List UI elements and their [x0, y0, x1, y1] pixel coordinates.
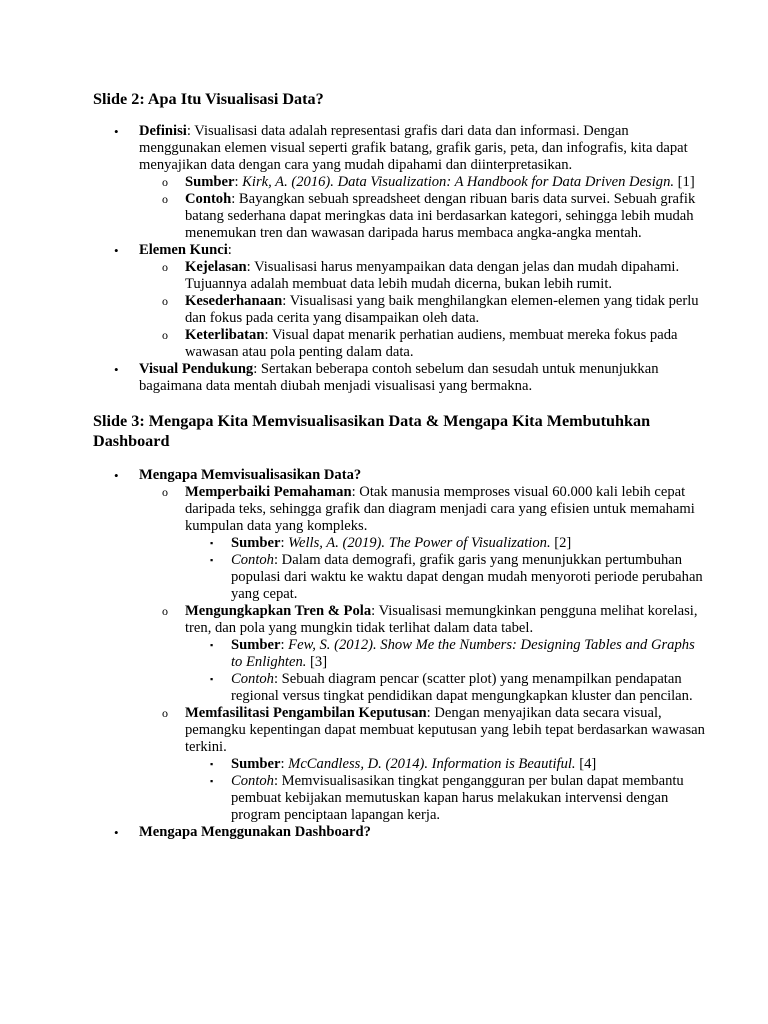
circle-bullet-icon: o: [162, 328, 168, 342]
slide2-heading: Slide 2: Apa Itu Visualisasi Data?: [93, 90, 324, 108]
tren-sublist: [185, 637, 708, 705]
list-item-contoh: ▪ Contoh: Dalam data demografi, grafik garis yang menunjukkan pertumbuhan populasi dari waktu ke waktu dapat dengan mudah menyoroti periode perubahan yang cepat.: [210, 552, 703, 602]
list-item-kejelasan: o Kejelasan: Visualisasi harus menyampaikan data dengan jelas dan mudah dipahami. Tujuannya adalah membuat data lebih mudah dicerna, bukan lebih rumit.: [162, 259, 680, 292]
bullet-icon: •: [114, 362, 119, 377]
list-item-mengapa-visualisasi: • Mengapa Memvisualisasikan Data? o Memperbaiki Pemahaman: Otak manusia memproses visual 60.000 kali lebih cepat daripada teks, sehingga grafik dan diagram menjadi cara yang efisien untuk memahami kumpulan data yang kompleks. ▪ Sumber: Wells, A. (2019). The Power of Visualization. [2] ▪ Contoh: Dalam data demografi, grafik garis yang menunjukkan pertumbuhan populasi dari waktu ke waktu dapat dengan mudah menyoroti periode perubahan yang cepat. o Mengungkapkan Tren & Pola: Visualisasi memungkinkan pengguna melihat korelasi, tren, dan pola yang mungkin tidak terlihat dalam data tabel. ▪ Sumber: Few, S. (2012). Show Me the Numbers: Designing Tables and Graphs to Enlighten. [3] ▪ Contoh: Sebuah diagram pencar (scatter plot) yang menampilkan pendapatan regional versus tingkat pendidikan dapat mengungkapkan kluster dan pencilan. o Memfasilitasi Pengambilan Keputusan: Dengan menyajikan data secara visual, pemangku kepentingan dapat membuat keputusan yang lebih tepat berdasarkan wawasan terkini. ▪ Sumber: McCandless, D. (2014). Information is Beautiful. [4] ▪ Contoh: Memvisualisasikan tingkat pengangguran per bulan dapat membantu pembuat kebijakan memutuskan kapan harus melakukan intervensi dengan program penciptaan lapangan kerja.: [93, 467, 708, 824]
square-bullet-icon: ▪: [210, 640, 214, 650]
list-item-sumber: ▪ Sumber: McCandless, D. (2014). Information is Beautiful. [4]: [210, 756, 597, 772]
slide3-list: [93, 467, 708, 841]
circle-bullet-icon: o: [162, 175, 168, 189]
keputusan-sublist: [185, 756, 708, 824]
list-item-elemen-kunci: • Elemen Kunci: o Kejelasan: Visualisasi harus menyampaikan data dengan jelas dan mudah dipahami. Tujuannya adalah membuat data lebih mudah dicerna, bukan lebih rumit. o Kesederhanaan: Visualisasi yang baik menghilangkan elemen-elemen yang tidak perlu dan fokus pada cerita yang disampaikan oleh data. o Keterlibatan: Visual dapat menarik perhatian audiens, membuat mereka fokus pada wawasan atau pola penting dalam data.: [93, 242, 708, 361]
definisi-sublist: [139, 174, 708, 242]
square-bullet-icon: ▪: [210, 674, 214, 684]
circle-bullet-icon: o: [162, 294, 168, 308]
list-item-sumber: ▪ Sumber: Few, S. (2012). Show Me the Numbers: Designing Tables and Graphs to Enlighten. [3]: [210, 637, 695, 670]
elemen-sublist: [139, 259, 708, 361]
list-item-contoh: ▪ Contoh: Sebuah diagram pencar (scatter plot) yang menampilkan pendapatan regional versus tingkat pendidikan dapat mengungkapkan kluster dan pencilan.: [210, 671, 693, 704]
list-item-keterlibatan: o Keterlibatan: Visual dapat menarik perhatian audiens, membuat mereka fokus pada wawasan atau pola penting dalam data.: [162, 327, 678, 360]
bullet-icon: •: [114, 243, 119, 258]
list-item-kesederhanaan: o Kesederhanaan: Visualisasi yang baik menghilangkan elemen-elemen yang tidak perlu dan fokus pada cerita yang disampaikan oleh data.: [162, 293, 699, 326]
list-item-visual-pendukung: • Visual Pendukung: Sertakan beberapa contoh sebelum dan sesudah untuk menunjukkan bagaimana data mentah diubah menjadi visualisasi yang bermakna.: [114, 361, 659, 394]
list-item-sumber: o Sumber: Kirk, A. (2016). Data Visualization: A Handbook for Data Driven Design. [1]: [162, 174, 695, 190]
slide2-list: [93, 123, 708, 395]
square-bullet-icon: ▪: [210, 776, 214, 786]
list-item-tren-pola: o Mengungkapkan Tren & Pola: Visualisasi memungkinkan pengguna melihat korelasi, tren, dan pola yang mungkin tidak terlihat dalam data tabel. ▪ Sumber: Few, S. (2012). Show Me the Numbers: Designing Tables and Graphs to Enlighten. [3] ▪ Contoh: Sebuah diagram pencar (scatter plot) yang menampilkan pendapatan regional versus tingkat pendidikan dapat mengungkapkan kluster dan pencilan.: [139, 603, 708, 705]
list-item-definisi: • Definisi: Visualisasi data adalah representasi grafis dari data dan informasi. Dengan menggunakan elemen visual seperti grafik batang, grafik garis, peta, dan infografis, kita dapat menyajikan data dengan cara yang mudah dipahami dan diinterpretasikan. o Sumber: Kirk, A. (2016). Data Visualization: A Handbook for Data Driven Design. [1] o Contoh: Bayangkan sebuah spreadsheet dengan ribuan baris data survei. Sebuah grafik batang sederhana dapat meringkas data ini berdasarkan kategori, sehingga lebih mudah menemukan tren dan wawasan daripada harus membaca angka-angka mentah.: [93, 123, 708, 242]
list-item-contoh: o Contoh: Bayangkan sebuah spreadsheet dengan ribuan baris data survei. Sebuah grafik batang sederhana dapat meringkas data ini berdasarkan kategori, sehingga lebih mudah menemukan tren dan wawasan daripada harus membaca angka-angka mentah.: [162, 191, 696, 241]
mengapa-sublist: [139, 484, 708, 824]
circle-bullet-icon: o: [162, 604, 168, 618]
circle-bullet-icon: o: [162, 192, 168, 206]
square-bullet-icon: ▪: [210, 538, 214, 548]
square-bullet-icon: ▪: [210, 555, 214, 565]
circle-bullet-icon: o: [162, 485, 168, 499]
square-bullet-icon: ▪: [210, 759, 214, 769]
slide3-heading: Slide 3: Mengapa Kita Memvisualisasikan Data & Mengapa Kita Membutuhkan Dashboard: [93, 412, 651, 450]
list-item-contoh: ▪ Contoh: Memvisualisasikan tingkat pengangguran per bulan dapat membantu pembuat kebijakan memutuskan kapan harus melakukan intervensi dengan program penciptaan lapangan kerja.: [210, 773, 684, 823]
list-item-sumber: ▪ Sumber: Wells, A. (2019). The Power of Visualization. [2]: [210, 535, 572, 551]
bullet-icon: •: [114, 124, 119, 139]
list-item-pemahaman: o Memperbaiki Pemahaman: Otak manusia memproses visual 60.000 kali lebih cepat daripada teks, sehingga grafik dan diagram menjadi cara yang efisien untuk memahami kumpulan data yang kompleks. ▪ Sumber: Wells, A. (2019). The Power of Visualization. [2] ▪ Contoh: Dalam data demografi, grafik garis yang menunjukkan pertumbuhan populasi dari waktu ke waktu dapat dengan mudah menyoroti periode perubahan yang cepat.: [139, 484, 708, 603]
bullet-icon: •: [114, 468, 119, 483]
bullet-icon: •: [114, 825, 119, 840]
pemahaman-sublist: [185, 535, 708, 603]
circle-bullet-icon: o: [162, 260, 168, 274]
circle-bullet-icon: o: [162, 706, 168, 720]
list-item-keputusan: o Memfasilitasi Pengambilan Keputusan: Dengan menyajikan data secara visual, pemangku kepentingan dapat membuat keputusan yang lebih tepat berdasarkan wawasan terkini. ▪ Sumber: McCandless, D. (2014). Information is Beautiful. [4] ▪ Contoh: Memvisualisasikan tingkat pengangguran per bulan dapat membantu pembuat kebijakan memutuskan kapan harus melakukan intervensi dengan program penciptaan lapangan kerja.: [139, 705, 708, 824]
list-item-mengapa-dashboard: • Mengapa Menggunakan Dashboard?: [114, 824, 371, 840]
